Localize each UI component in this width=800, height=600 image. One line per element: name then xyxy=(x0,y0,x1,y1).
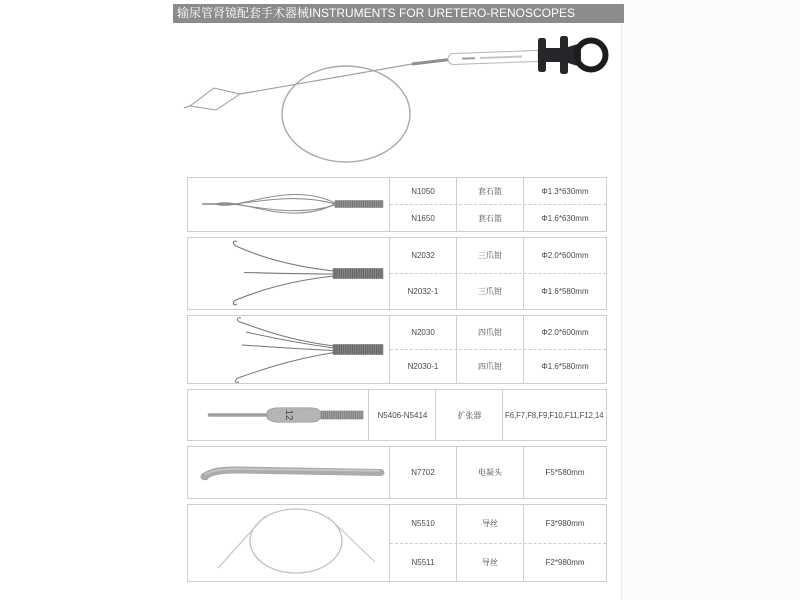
model-cell: N1650 xyxy=(390,205,457,231)
product-group-coagulation xyxy=(187,446,607,499)
three-prong-grasper-image xyxy=(188,238,390,309)
spec-cell: Φ2.0*600mm xyxy=(541,251,589,260)
table-row xyxy=(390,204,606,231)
name-cell: 四爪钳 xyxy=(457,316,524,349)
four-prong-grasper-image xyxy=(188,316,390,383)
product-table xyxy=(187,177,607,587)
page-right-margin xyxy=(622,0,800,600)
model-cell: N5511 xyxy=(390,544,457,582)
model-cell: N2032-1 xyxy=(390,274,457,309)
model-cell: N1050 xyxy=(390,178,457,204)
spec-cell: F2*980mm xyxy=(545,557,585,567)
product-group-dilator xyxy=(187,389,607,441)
spec-cell: Φ1.6*630mm xyxy=(541,213,589,223)
spec-cell: Φ1.6*580mm xyxy=(541,362,589,371)
model-cell: N5510 xyxy=(390,505,457,543)
name-cell: 电凝头 xyxy=(457,447,524,498)
table-row xyxy=(390,178,606,204)
spec-cell: F6,F7,F8,F9,F10,F11,F12,14 xyxy=(505,410,605,420)
name-cell: 套石篮 xyxy=(457,205,524,231)
table-row xyxy=(390,349,606,383)
spec-cell: Φ2.0*600mm xyxy=(541,328,589,337)
model-cell: N7702 xyxy=(390,447,457,498)
table-row xyxy=(390,505,606,543)
uretero-instrument-illustration xyxy=(150,28,620,170)
spec-cell: Φ1.3*630mm xyxy=(541,186,589,196)
table-row xyxy=(390,273,606,309)
dilator-size-marking: 12 xyxy=(282,409,294,421)
table-row xyxy=(390,238,606,273)
spec-cell: F3*980mm xyxy=(545,519,585,529)
table-row xyxy=(390,316,606,349)
model-cell: N2032 xyxy=(390,238,457,273)
product-group-three-prong xyxy=(187,237,607,310)
product-group-stone-basket xyxy=(187,177,607,232)
name-cell: 三爪钳 xyxy=(457,238,524,273)
coagulation-electrode-image xyxy=(188,447,390,498)
name-cell: 导丝 xyxy=(457,544,524,582)
model-cell: N2030 xyxy=(390,316,457,349)
product-group-guidewire xyxy=(187,504,607,582)
model-cell: N2030-1 xyxy=(390,350,457,383)
table-row xyxy=(390,543,606,582)
page-edge-line xyxy=(621,0,622,600)
model-cell: N5406-N5414 xyxy=(369,390,436,440)
name-cell: 导丝 xyxy=(457,505,524,543)
name-cell: 套石篮 xyxy=(457,178,524,204)
stone-basket-image xyxy=(188,178,390,231)
name-cell: 三爪钳 xyxy=(457,274,524,309)
name-cell: 扩张器 xyxy=(436,390,503,440)
spec-cell: Φ1.6*580mm xyxy=(541,287,589,296)
dilator-image xyxy=(188,390,369,440)
guidewire-image xyxy=(188,505,390,581)
name-cell: 四爪钳 xyxy=(457,350,524,383)
product-group-four-prong xyxy=(187,315,607,384)
table-row xyxy=(390,447,606,498)
page-title: 输尿管肾镜配套手术器械INSTRUMENTS FOR URETERO-RENOSCOPES xyxy=(173,4,624,23)
spec-cell: F5*580mm xyxy=(545,468,585,477)
table-row xyxy=(369,390,606,440)
